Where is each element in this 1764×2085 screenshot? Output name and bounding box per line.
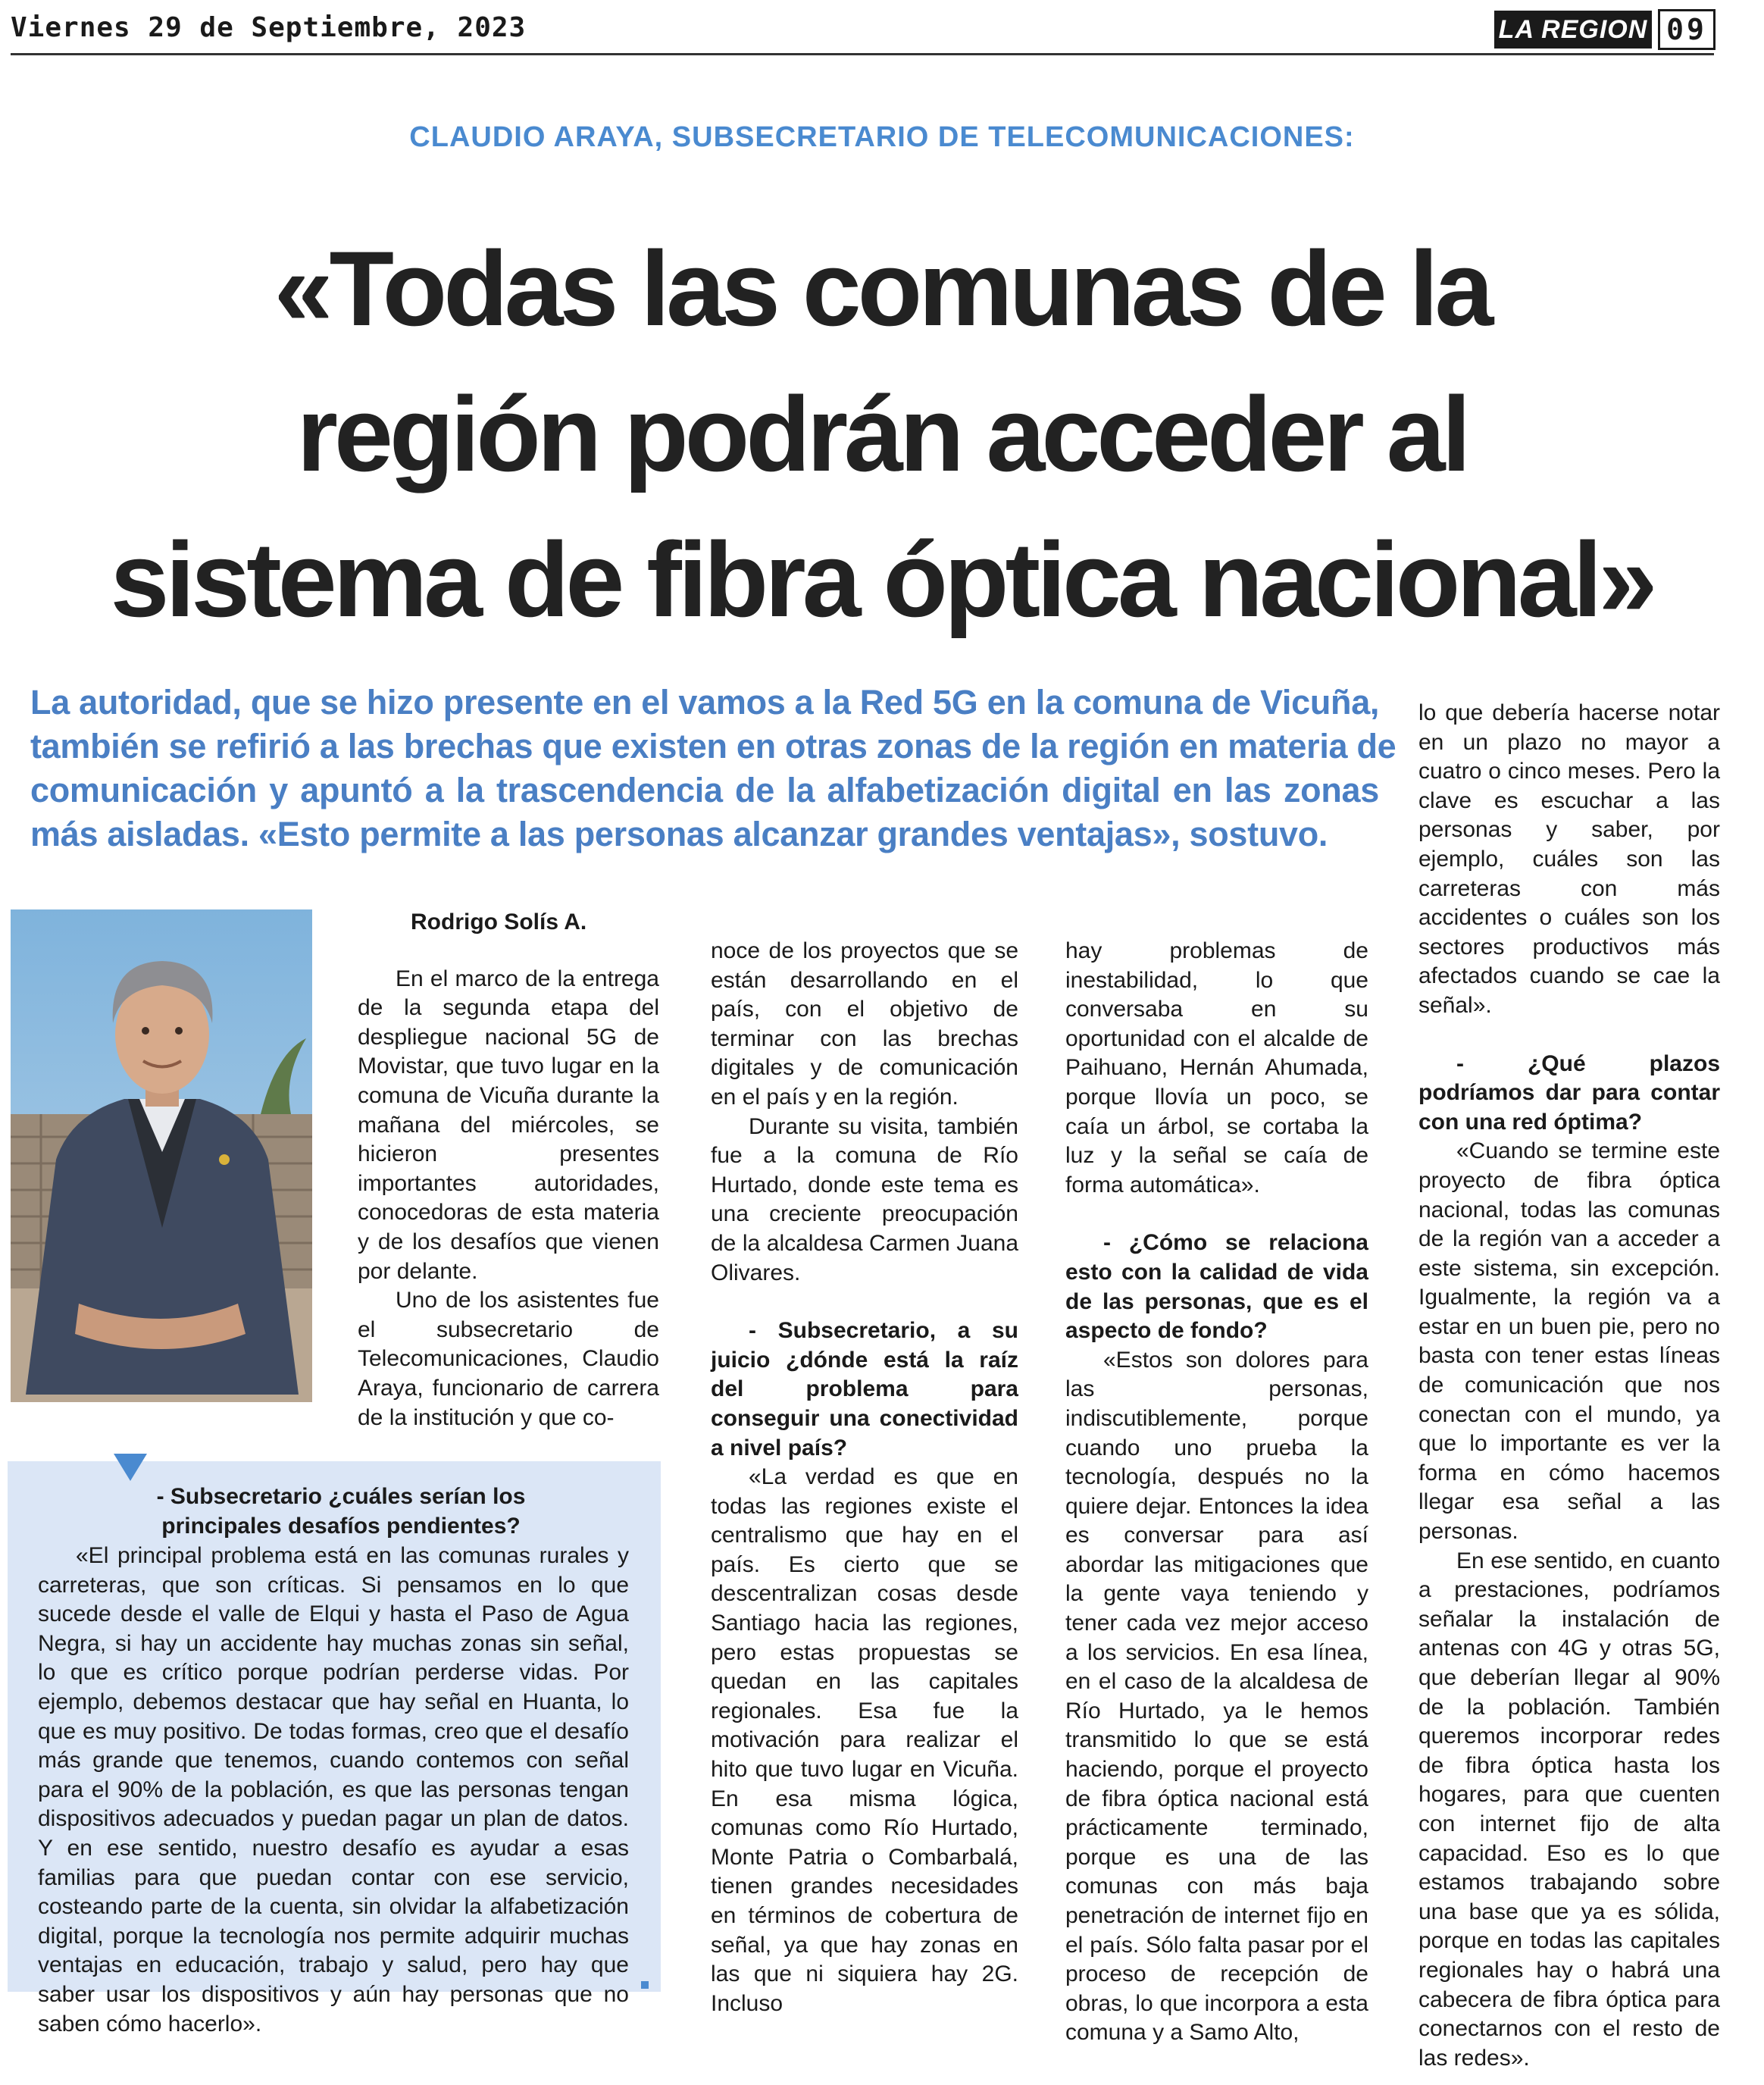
portrait-photo-icon [11,909,312,1402]
article-column-2 [711,937,1018,2018]
portrait-photo [11,909,312,1402]
end-mark-icon [641,1981,649,1989]
box-body [38,1542,629,2039]
kicker: CLAUDIO ARAYA, SUBSECRETARIO DE TELECOMUNICACIONES: [409,121,1355,153]
header-rule [11,53,1714,55]
paragraph: lo que debería hacerse notar en un plazo no mayor a cuatro o cinco meses. Pero la clave es escuchar a las personas y saber, por ejemplo, cuáles son las carreteras con más accidentes o cuáles son los sectores productivos más afectados cuando se cae la señal». [1418,700,1720,1018]
headline [76,216,1688,653]
interview-question: - ¿Qué plazos podríamos dar para contar con una red óptima? [1418,1050,1720,1135]
page-number: 09 [1658,9,1716,50]
paragraph: hay problemas de inestabilidad, lo que conversaba en su oportunidad con el alcalde de Paihuano, Hernán Ahumada, porque llovía un poco, se caía un árbol, se cortaba la luz y la señal se caía de forma automática». [1065,938,1368,1197]
paragraph: noce de los proyectos que se están desarrollando en el país, con el objetivo de terminar con las brechas digitales y de comunicación en el país y en la región. [711,938,1018,1110]
triangle-marker-icon [114,1454,147,1481]
box-question: - Subsecretario ¿cuáles serían los principales desafíos pendientes? [156,1484,526,1539]
byline: Rodrigo Solís A. [411,909,587,934]
article-column-4 [1418,699,1720,2073]
issue-date: Viernes 29 de Septiembre, 2023 [11,12,527,43]
lede-line-4: más aisladas. «Esto permite a las personas alcanzar grandes ventajas», sostuvo. [30,815,1328,853]
article-column-3 [1065,937,1368,2048]
newspaper-logo: LA REGION [1494,11,1652,49]
paragraph: En ese sentido, en cuanto a prestaciones, podríamos señalar la instalación de antenas con 4G y otras 5G, que deberían llegar al 90% de la población. También queremos incorporar redes de fibra óptica hasta los hogares, para que cuenten con internet fijo de alta capacidad. Eso es lo que estamos trabajando sobre una base que ya es sólida, porque en todas las capitales regionales hay o habrá una cabecera de fibra óptica para conectarnos con el resto de las redes». [1418,1548,1720,2071]
paragraph: «La verdad es que en todas las regiones existe el centralismo que hay en el país. Es cierto que se descentralizan cosas desde Santiago hacia las regiones, pero estas propuestas se quedan en las capitales regionales. Esa fue la motivación para realizar el hito que tuvo lugar en Vicuña. En esa misma lógica, comunas como Río Hurtado, Monte Patria o Combarbalá, tienen grandes necesidades en términos de cobertura de señal, ya que hay zonas en las que ni siquiera hay 2G. Incluso [711,1464,1018,2016]
lede [30,681,1396,856]
interview-question: - Subsecretario, a su juicio ¿dónde está la raíz del problema para conseguir una conectividad a nivel país? [711,1318,1018,1460]
lede-line-1: La autoridad, que se hizo presente en el vamos a la Red 5G en la comuna de Vicuña, [30,683,1380,722]
headline-line-2: región podrán acceder al [296,374,1468,493]
interview-question: - ¿Cómo se relaciona esto con la calidad de vida de las personas, que es el aspecto de fondo? [1065,1230,1368,1344]
headline-line-3: sistema de fibra óptica nacional» [110,520,1654,639]
paragraph: «Cuando se termine este proyecto de fibra óptica nacional, todas las comunas de la región van a acceder a este sistema, sin excepción. Igualmente, la región va a estar en un buen pie, pero no basta con tener estas líneas de comunicación que nos conectan con el mundo, ya que lo importante es ver la forma en cómo hacemos llegar esa señal a las personas. [1418,1138,1720,1545]
paragraph: «El principal problema está en las comunas rurales y carreteras, que son críticas. Si pensamos en lo que sucede desde el valle de Elqui y hasta el Paso de Agua Negra, si hay un accidente hay muchas zonas sin señal, lo que es crítico porque podrían perderse vidas. Por ejemplo, debemos destacar que hay señal en Huanta, lo que es muy positivo. De todas formas, creo que el desafío más grande que tenemos, cuando contemos con señal para el 90% de la población, es que las personas tengan dispositivos adecuados y puedan pagar un plan de datos. Y en ese sentido, nuestro desafío es ayudar a esas familias para que puedan contar con ese servicio, costeando parte de la cuenta, sin olvidar la alfabetización digital, porque la tecnología nos permite adquirir muchas ventajas en educación, trabajo y salud, pero hay que saber usar los dispositivos y aún hay personas que no saben cómo hacerlo». [38,1543,629,2036]
paragraph: Durante su visita, también fue a la comuna de Río Hurtado, donde este tema es una creciente preocupación de la alcaldesa Carmen Juana Olivares. [711,1113,1018,1285]
paragraph: Uno de los asistentes fue el subsecretario de Telecomunicaciones, Claudio Araya, funcionario de carrera de la institución y que co- [358,1288,659,1430]
headline-line-1: «Todas las comunas de la [274,229,1490,348]
article-column-1 [358,908,659,1432]
lede-line-2: también se refirió a las brechas que existen en otras zonas de la región en materia de [30,727,1396,765]
paragraph: «Estos son dolores para las personas, indiscutiblemente, porque cuando uno prueba la tecnología, después no la quiere dejar. Entonces la idea es conversar para así abordar las mitigaciones que la gente vaya teniendo y tener cada vez mejor acceso a los servicios. En esa línea, en el caso de la alcaldesa de Río Hurtado, ya le hemos transmitido lo que se está haciendo, porque el proyecto de fibra óptica nacional está prácticamente terminado, porque es una de las comunas con más baja penetración de internet fijo en el país. Sólo falta pasar por el proceso de recepción de obras, lo que incorpora a esta comuna y a Samo Alto, [1065,1347,1368,2046]
lede-line-3: comunicación y apuntó a la trascendencia de la alfabetización digital en las zonas [30,771,1379,809]
paragraph: En el marco de la entrega de la segunda etapa del despliegue nacional 5G de Movistar, que tuvo lugar en la comuna de Vicuña durante la mañana del miércoles, se hicieron presentes importantes autoridades, conocedoras de esta materia y de los desafíos que vienen por delante. [358,966,659,1284]
